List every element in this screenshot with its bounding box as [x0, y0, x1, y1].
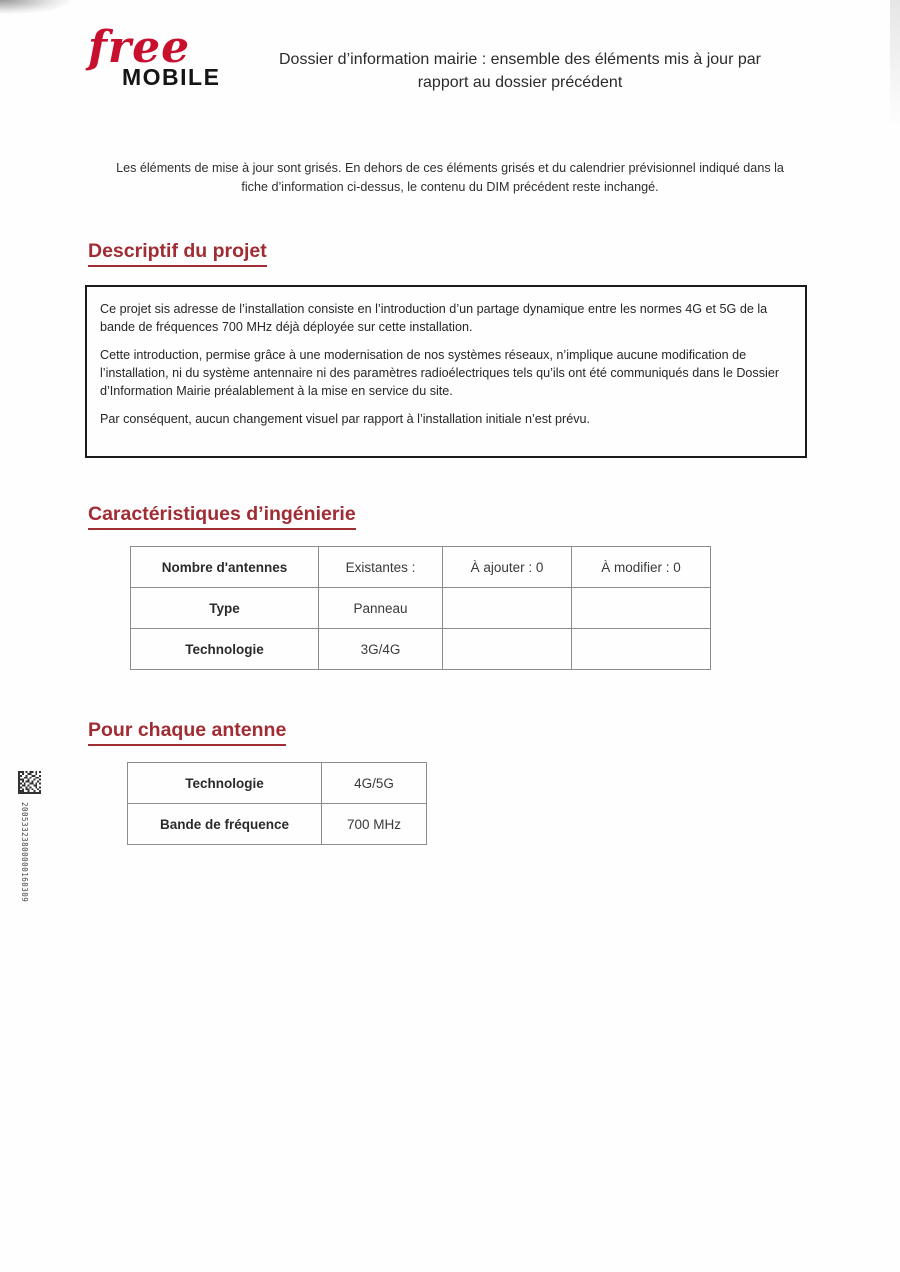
- table-cell: [572, 629, 711, 670]
- row-header-cell: Type: [131, 588, 319, 629]
- table-cell: À modifier : 0: [572, 547, 711, 588]
- update-notice-line2: fiche d’information ci-dessus, le contenu du DIM précédent reste inchangé.: [241, 179, 659, 194]
- free-mobile-logo: [88, 22, 238, 91]
- table-cell: [572, 588, 711, 629]
- row-header-cell: Technologie: [128, 763, 322, 804]
- table-cell: [443, 629, 572, 670]
- table-cell: Panneau: [319, 588, 443, 629]
- logo-brand-text: free: [88, 22, 191, 73]
- description-paragraph-2: Cette introduction, permise grâce à une modernisation de nos systèmes réseaux, n’implique aucune modification de l’installation, ni du système antennaire ni des paramètres radioélectriques tels qu’ils ont été communiqués dans le Dossier d’Information Mairie préalablement à la mise en service du site.: [100, 348, 780, 398]
- scan-smudge-top-left: [0, 0, 70, 14]
- table-row: [131, 547, 711, 588]
- section-heading-antenne: Pour chaque antenne: [88, 719, 286, 746]
- datamatrix-barcode-icon: [18, 771, 41, 794]
- table-cell: 3G/4G: [319, 629, 443, 670]
- table-cell: 700 MHz: [322, 804, 427, 845]
- document-title-line2: rapport au dossier précédent: [417, 74, 623, 92]
- barcode-number-vertical: 20053323800000160309: [20, 802, 29, 903]
- row-header-cell: Technologie: [131, 629, 319, 670]
- table-cell: [443, 588, 572, 629]
- margin-barcode-block: [18, 771, 41, 922]
- document-title: [240, 48, 800, 94]
- per-antenna-table: [127, 762, 427, 845]
- table-cell: Existantes :: [319, 547, 443, 588]
- table-row: [128, 763, 427, 804]
- description-paragraph-3: Par conséquent, aucun changement visuel par rapport à l’installation initiale n’est prévu.: [100, 412, 591, 427]
- table-row: [131, 588, 711, 629]
- section-heading-descriptif: Descriptif du projet: [88, 240, 267, 267]
- section-heading-ingenierie: Caractéristiques d’ingénierie: [88, 503, 356, 530]
- update-notice: [70, 159, 830, 197]
- document-title-line1: Dossier d’information mairie : ensemble des éléments mis à jour par: [279, 51, 761, 68]
- table-cell: À ajouter : 0: [443, 547, 572, 588]
- row-header-cell: Nombre d'antennes: [131, 547, 319, 588]
- scan-smudge-top-right: [890, 0, 900, 160]
- logo-subbrand-text: MOBILE: [122, 64, 221, 90]
- table-row: [131, 629, 711, 670]
- project-description-box: [85, 285, 807, 458]
- row-header-cell: Bande de fréquence: [128, 804, 322, 845]
- update-notice-line1: Les éléments de mise à jour sont grisés. En dehors de ces éléments grisés et du calendrier prévisionnel indiqué dans la: [116, 161, 784, 175]
- description-paragraph-1: Ce projet sis adresse de l’installation consiste en l’introduction d’un partage dynamique entre les normes 4G et 5G de la bande de fréquences 700 MHz déjà déployée sur cette installation.: [100, 302, 768, 334]
- engineering-characteristics-table: [130, 546, 711, 670]
- table-cell: 4G/5G: [322, 763, 427, 804]
- table-row: [128, 804, 427, 845]
